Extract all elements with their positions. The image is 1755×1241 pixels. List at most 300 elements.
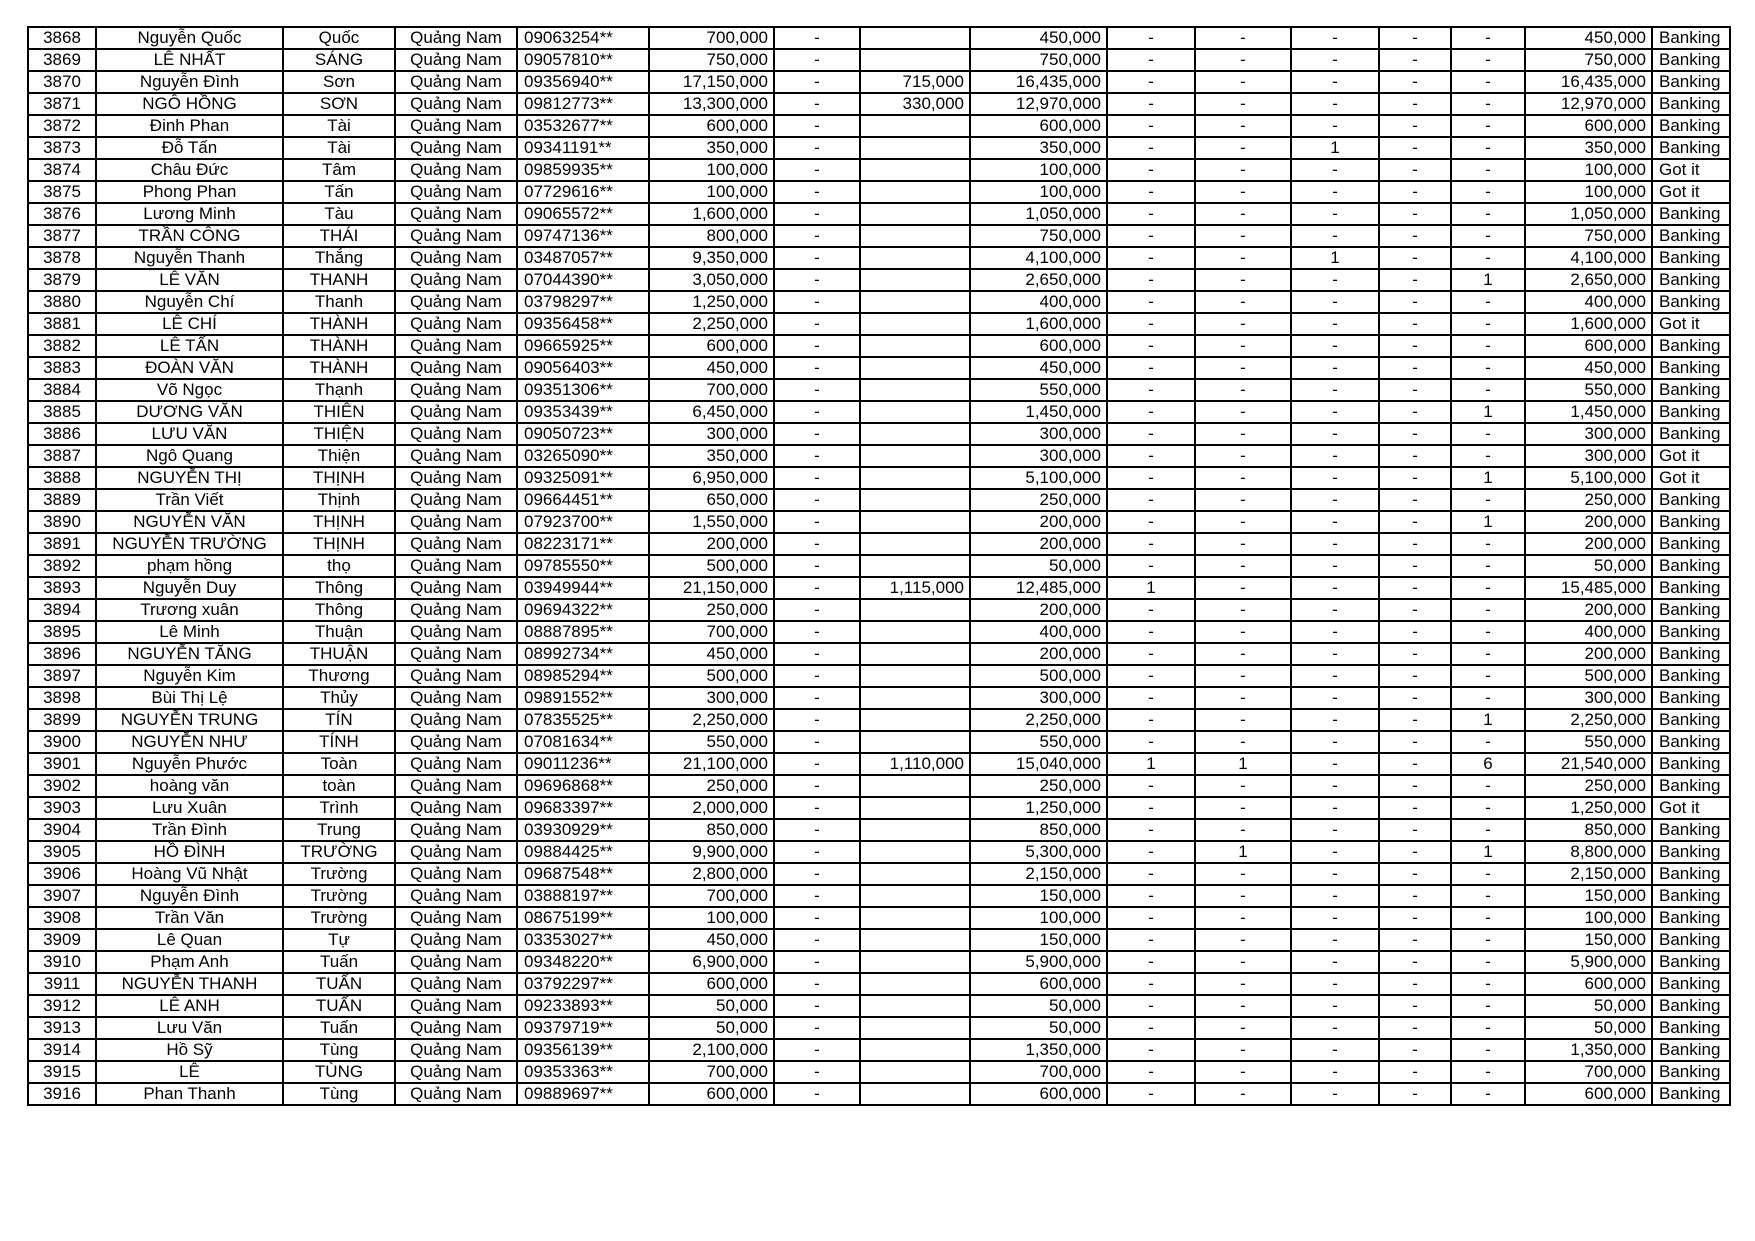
deduction-cell (860, 159, 970, 181)
first-name-cell: Thắng (283, 247, 395, 269)
deduction-cell (860, 489, 970, 511)
row-number-cell: 3906 (28, 863, 96, 885)
count-d-cell: - (1379, 71, 1451, 93)
row-number-cell: 3896 (28, 643, 96, 665)
first-name-cell: Thanh (283, 291, 395, 313)
payment-method-cell: Banking (1652, 775, 1730, 797)
count-c-cell: - (1291, 489, 1379, 511)
phone-cell: 09353363** (517, 1061, 649, 1083)
table-row (28, 203, 1730, 225)
deduction-cell (860, 445, 970, 467)
count-e-cell: - (1451, 313, 1525, 335)
count-c-cell: - (1291, 973, 1379, 995)
col-dash-cell: - (774, 291, 860, 313)
total-cell: 100,000 (1525, 181, 1652, 203)
amount-cell: 100,000 (649, 181, 774, 203)
total-cell: 50,000 (1525, 995, 1652, 1017)
count-a-cell: - (1107, 797, 1195, 819)
first-name-cell: SƠN (283, 93, 395, 115)
phone-cell: 09859935** (517, 159, 649, 181)
phone-cell: 08887895** (517, 621, 649, 643)
amount-cell: 350,000 (649, 137, 774, 159)
count-e-cell: - (1451, 71, 1525, 93)
count-e-cell: - (1451, 885, 1525, 907)
first-name-cell: THÁI (283, 225, 395, 247)
count-c-cell: - (1291, 115, 1379, 137)
count-d-cell: - (1379, 885, 1451, 907)
count-b-cell: - (1195, 1061, 1291, 1083)
province-cell: Quảng Nam (395, 555, 517, 577)
province-cell: Quảng Nam (395, 423, 517, 445)
last-name-cell: Phạm Anh (96, 951, 283, 973)
count-e-cell: 1 (1451, 467, 1525, 489)
count-a-cell: - (1107, 995, 1195, 1017)
phone-cell: 09325091** (517, 467, 649, 489)
table-row (28, 797, 1730, 819)
payment-method-cell: Got it (1652, 797, 1730, 819)
last-name-cell: Trần Đình (96, 819, 283, 841)
count-a-cell: - (1107, 225, 1195, 247)
last-name-cell: Hồ Sỹ (96, 1039, 283, 1061)
row-number-cell: 3916 (28, 1083, 96, 1105)
count-c-cell: - (1291, 599, 1379, 621)
table-row (28, 489, 1730, 511)
payment-method-cell: Banking (1652, 577, 1730, 599)
count-a-cell: - (1107, 885, 1195, 907)
count-a-cell: - (1107, 401, 1195, 423)
count-e-cell: - (1451, 1061, 1525, 1083)
last-name-cell: Trần Viết (96, 489, 283, 511)
count-e-cell: - (1451, 929, 1525, 951)
amount-cell: 3,050,000 (649, 269, 774, 291)
count-b-cell: - (1195, 819, 1291, 841)
count-d-cell: - (1379, 533, 1451, 555)
net-amount-cell: 300,000 (970, 423, 1107, 445)
amount-cell: 17,150,000 (649, 71, 774, 93)
amount-cell: 500,000 (649, 555, 774, 577)
total-cell: 400,000 (1525, 291, 1652, 313)
count-a-cell: - (1107, 687, 1195, 709)
row-number-cell: 3903 (28, 797, 96, 819)
count-e-cell: 1 (1451, 269, 1525, 291)
col-dash-cell: - (774, 841, 860, 863)
province-cell: Quảng Nam (395, 1061, 517, 1083)
col-dash-cell: - (774, 511, 860, 533)
province-cell: Quảng Nam (395, 753, 517, 775)
row-number-cell: 3874 (28, 159, 96, 181)
deduction-cell (860, 775, 970, 797)
payment-method-cell: Banking (1652, 885, 1730, 907)
last-name-cell: TRẦN CÔNG (96, 225, 283, 247)
count-c-cell: - (1291, 225, 1379, 247)
count-b-cell: - (1195, 995, 1291, 1017)
phone-cell: 09341191** (517, 137, 649, 159)
net-amount-cell: 2,250,000 (970, 709, 1107, 731)
payment-method-cell: Banking (1652, 907, 1730, 929)
row-number-cell: 3886 (28, 423, 96, 445)
count-b-cell: - (1195, 687, 1291, 709)
col-dash-cell: - (774, 929, 860, 951)
phone-cell: 03265090** (517, 445, 649, 467)
amount-cell: 1,550,000 (649, 511, 774, 533)
count-a-cell: - (1107, 423, 1195, 445)
deduction-cell (860, 1061, 970, 1083)
count-d-cell: - (1379, 49, 1451, 71)
net-amount-cell: 450,000 (970, 27, 1107, 49)
deduction-cell (860, 907, 970, 929)
count-e-cell: - (1451, 907, 1525, 929)
count-e-cell: - (1451, 489, 1525, 511)
table-row (28, 49, 1730, 71)
count-c-cell: - (1291, 27, 1379, 49)
total-cell: 1,050,000 (1525, 203, 1652, 225)
col-dash-cell: - (774, 951, 860, 973)
col-dash-cell: - (774, 1017, 860, 1039)
table-row (28, 555, 1730, 577)
count-b-cell: - (1195, 885, 1291, 907)
deduction-cell (860, 995, 970, 1017)
amount-cell: 250,000 (649, 775, 774, 797)
col-dash-cell: - (774, 159, 860, 181)
net-amount-cell: 400,000 (970, 621, 1107, 643)
table-row (28, 269, 1730, 291)
count-b-cell: - (1195, 115, 1291, 137)
payment-method-cell: Banking (1652, 841, 1730, 863)
net-amount-cell: 450,000 (970, 357, 1107, 379)
total-cell: 500,000 (1525, 665, 1652, 687)
row-number-cell: 3882 (28, 335, 96, 357)
total-cell: 550,000 (1525, 731, 1652, 753)
deduction-cell (860, 379, 970, 401)
col-dash-cell: - (774, 907, 860, 929)
net-amount-cell: 300,000 (970, 687, 1107, 709)
payment-method-cell: Banking (1652, 929, 1730, 951)
count-c-cell: - (1291, 731, 1379, 753)
net-amount-cell: 1,250,000 (970, 797, 1107, 819)
count-e-cell: - (1451, 159, 1525, 181)
col-dash-cell: - (774, 357, 860, 379)
phone-cell: 09694322** (517, 599, 649, 621)
province-cell: Quảng Nam (395, 841, 517, 863)
last-name-cell: Nguyễn Duy (96, 577, 283, 599)
total-cell: 600,000 (1525, 1083, 1652, 1105)
count-a-cell: - (1107, 973, 1195, 995)
net-amount-cell: 200,000 (970, 599, 1107, 621)
total-cell: 200,000 (1525, 599, 1652, 621)
total-cell: 5,100,000 (1525, 467, 1652, 489)
table-row (28, 731, 1730, 753)
payment-method-cell: Banking (1652, 335, 1730, 357)
count-c-cell: - (1291, 533, 1379, 555)
count-a-cell: - (1107, 863, 1195, 885)
count-e-cell: - (1451, 115, 1525, 137)
province-cell: Quảng Nam (395, 599, 517, 621)
count-a-cell: - (1107, 1083, 1195, 1105)
payment-method-cell: Banking (1652, 973, 1730, 995)
phone-cell: 09687548** (517, 863, 649, 885)
count-d-cell: - (1379, 929, 1451, 951)
table-row (28, 423, 1730, 445)
first-name-cell: Trung (283, 819, 395, 841)
col-dash-cell: - (774, 27, 860, 49)
total-cell: 1,450,000 (1525, 401, 1652, 423)
count-b-cell: - (1195, 489, 1291, 511)
count-a-cell: - (1107, 555, 1195, 577)
deduction-cell (860, 1017, 970, 1039)
deduction-cell (860, 687, 970, 709)
col-dash-cell: - (774, 313, 860, 335)
first-name-cell: Thông (283, 577, 395, 599)
deduction-cell (860, 27, 970, 49)
province-cell: Quảng Nam (395, 203, 517, 225)
amount-cell: 700,000 (649, 27, 774, 49)
count-e-cell: - (1451, 687, 1525, 709)
first-name-cell: TÙNG (283, 1061, 395, 1083)
payment-method-cell: Got it (1652, 445, 1730, 467)
payment-method-cell: Banking (1652, 687, 1730, 709)
last-name-cell: Phan Thanh (96, 1083, 283, 1105)
net-amount-cell: 5,300,000 (970, 841, 1107, 863)
payment-method-cell: Banking (1652, 71, 1730, 93)
table-row (28, 159, 1730, 181)
first-name-cell: Tâm (283, 159, 395, 181)
province-cell: Quảng Nam (395, 995, 517, 1017)
count-c-cell: - (1291, 423, 1379, 445)
net-amount-cell: 100,000 (970, 907, 1107, 929)
phone-cell: 09351306** (517, 379, 649, 401)
deduction-cell (860, 885, 970, 907)
count-b-cell: - (1195, 599, 1291, 621)
total-cell: 250,000 (1525, 775, 1652, 797)
amount-cell: 21,150,000 (649, 577, 774, 599)
amount-cell: 550,000 (649, 731, 774, 753)
table-row (28, 357, 1730, 379)
last-name-cell: Nguyễn Đình (96, 885, 283, 907)
count-c-cell: - (1291, 797, 1379, 819)
payment-method-cell: Got it (1652, 181, 1730, 203)
last-name-cell: HỒ ĐÌNH (96, 841, 283, 863)
count-d-cell: - (1379, 203, 1451, 225)
table-row (28, 313, 1730, 335)
col-dash-cell: - (774, 335, 860, 357)
count-b-cell: - (1195, 1083, 1291, 1105)
total-cell: 600,000 (1525, 335, 1652, 357)
count-c-cell: - (1291, 1083, 1379, 1105)
payment-method-cell: Banking (1652, 731, 1730, 753)
net-amount-cell: 550,000 (970, 379, 1107, 401)
table-row (28, 225, 1730, 247)
count-b-cell: - (1195, 357, 1291, 379)
count-d-cell: - (1379, 753, 1451, 775)
count-e-cell: - (1451, 731, 1525, 753)
count-d-cell: - (1379, 357, 1451, 379)
phone-cell: 09356139** (517, 1039, 649, 1061)
count-c-cell: - (1291, 995, 1379, 1017)
last-name-cell: Bùi Thị Lệ (96, 687, 283, 709)
count-b-cell: - (1195, 247, 1291, 269)
phone-cell: 07081634** (517, 731, 649, 753)
province-cell: Quảng Nam (395, 445, 517, 467)
phone-cell: 07729616** (517, 181, 649, 203)
last-name-cell: Châu Đức (96, 159, 283, 181)
amount-cell: 6,950,000 (649, 467, 774, 489)
count-d-cell: - (1379, 907, 1451, 929)
count-e-cell: - (1451, 819, 1525, 841)
count-a-cell: - (1107, 269, 1195, 291)
data-table (27, 26, 1731, 1106)
col-dash-cell: - (774, 401, 860, 423)
phone-cell: 09379719** (517, 1017, 649, 1039)
phone-cell: 09785550** (517, 555, 649, 577)
net-amount-cell: 12,970,000 (970, 93, 1107, 115)
count-b-cell: - (1195, 1017, 1291, 1039)
count-c-cell: - (1291, 1039, 1379, 1061)
first-name-cell: THÀNH (283, 335, 395, 357)
table-row (28, 1039, 1730, 1061)
table-row (28, 181, 1730, 203)
count-b-cell: - (1195, 379, 1291, 401)
col-dash-cell: - (774, 731, 860, 753)
count-b-cell: - (1195, 159, 1291, 181)
first-name-cell: Tấn (283, 181, 395, 203)
deduction-cell (860, 291, 970, 313)
table-row (28, 643, 1730, 665)
province-cell: Quảng Nam (395, 665, 517, 687)
deduction-cell (860, 335, 970, 357)
phone-cell: 09011236** (517, 753, 649, 775)
payment-method-cell: Banking (1652, 357, 1730, 379)
payment-method-cell: Banking (1652, 511, 1730, 533)
province-cell: Quảng Nam (395, 951, 517, 973)
last-name-cell: DƯƠNG VĂN (96, 401, 283, 423)
count-a-cell: - (1107, 247, 1195, 269)
row-number-cell: 3894 (28, 599, 96, 621)
phone-cell: 09050723** (517, 423, 649, 445)
count-b-cell: - (1195, 1039, 1291, 1061)
row-number-cell: 3910 (28, 951, 96, 973)
col-dash-cell: - (774, 269, 860, 291)
net-amount-cell: 12,485,000 (970, 577, 1107, 599)
province-cell: Quảng Nam (395, 1083, 517, 1105)
count-e-cell: - (1451, 357, 1525, 379)
last-name-cell: Nguyễn Chí (96, 291, 283, 313)
deduction-cell (860, 49, 970, 71)
payment-method-cell: Banking (1652, 93, 1730, 115)
row-number-cell: 3908 (28, 907, 96, 929)
total-cell: 200,000 (1525, 643, 1652, 665)
phone-cell: 09696868** (517, 775, 649, 797)
phone-cell: 09233893** (517, 995, 649, 1017)
total-cell: 100,000 (1525, 159, 1652, 181)
col-dash-cell: - (774, 621, 860, 643)
deduction-cell (860, 247, 970, 269)
count-c-cell: - (1291, 643, 1379, 665)
count-b-cell: - (1195, 335, 1291, 357)
province-cell: Quảng Nam (395, 621, 517, 643)
count-a-cell: - (1107, 137, 1195, 159)
count-c-cell: - (1291, 511, 1379, 533)
net-amount-cell: 50,000 (970, 555, 1107, 577)
count-a-cell: - (1107, 511, 1195, 533)
payment-method-cell: Banking (1652, 819, 1730, 841)
table-row (28, 973, 1730, 995)
net-amount-cell: 16,435,000 (970, 71, 1107, 93)
amount-cell: 2,250,000 (649, 709, 774, 731)
phone-cell: 07923700** (517, 511, 649, 533)
net-amount-cell: 2,150,000 (970, 863, 1107, 885)
deduction-cell (860, 533, 970, 555)
count-e-cell: - (1451, 621, 1525, 643)
count-b-cell: - (1195, 665, 1291, 687)
count-e-cell: 1 (1451, 511, 1525, 533)
table-row (28, 379, 1730, 401)
count-b-cell: 1 (1195, 841, 1291, 863)
count-d-cell: - (1379, 797, 1451, 819)
col-dash-cell: - (774, 445, 860, 467)
deduction-cell (860, 731, 970, 753)
last-name-cell: Lê Minh (96, 621, 283, 643)
count-e-cell: - (1451, 203, 1525, 225)
last-name-cell: Lưu Văn (96, 1017, 283, 1039)
count-c-cell: - (1291, 621, 1379, 643)
col-dash-cell: - (774, 687, 860, 709)
count-d-cell: - (1379, 401, 1451, 423)
province-cell: Quảng Nam (395, 1039, 517, 1061)
last-name-cell: NGUYỄN TRƯỜNG (96, 533, 283, 555)
count-b-cell: - (1195, 775, 1291, 797)
province-cell: Quảng Nam (395, 225, 517, 247)
count-e-cell: - (1451, 181, 1525, 203)
first-name-cell: Trường (283, 907, 395, 929)
col-dash-cell: - (774, 709, 860, 731)
deduction-cell: 330,000 (860, 93, 970, 115)
total-cell: 550,000 (1525, 379, 1652, 401)
amount-cell: 200,000 (649, 533, 774, 555)
first-name-cell: Tàu (283, 203, 395, 225)
count-b-cell: 1 (1195, 753, 1291, 775)
first-name-cell: Trường (283, 885, 395, 907)
count-d-cell: - (1379, 599, 1451, 621)
table-body (28, 27, 1730, 1105)
count-c-cell: - (1291, 467, 1379, 489)
payment-method-cell: Banking (1652, 1017, 1730, 1039)
phone-cell: 03930929** (517, 819, 649, 841)
count-d-cell: - (1379, 423, 1451, 445)
last-name-cell: Nguyễn Kim (96, 665, 283, 687)
amount-cell: 1,250,000 (649, 291, 774, 313)
net-amount-cell: 200,000 (970, 643, 1107, 665)
total-cell: 700,000 (1525, 1061, 1652, 1083)
table-row (28, 995, 1730, 1017)
count-a-cell: - (1107, 159, 1195, 181)
col-dash-cell: - (774, 203, 860, 225)
province-cell: Quảng Nam (395, 27, 517, 49)
count-e-cell: - (1451, 863, 1525, 885)
net-amount-cell: 600,000 (970, 335, 1107, 357)
count-e-cell: - (1451, 555, 1525, 577)
first-name-cell: TRƯỜNG (283, 841, 395, 863)
count-c-cell: - (1291, 357, 1379, 379)
total-cell: 150,000 (1525, 929, 1652, 951)
count-e-cell: - (1451, 247, 1525, 269)
row-number-cell: 3872 (28, 115, 96, 137)
province-cell: Quảng Nam (395, 577, 517, 599)
count-a-cell: - (1107, 445, 1195, 467)
province-cell: Quảng Nam (395, 687, 517, 709)
col-dash-cell: - (774, 577, 860, 599)
count-e-cell: - (1451, 577, 1525, 599)
row-number-cell: 3873 (28, 137, 96, 159)
